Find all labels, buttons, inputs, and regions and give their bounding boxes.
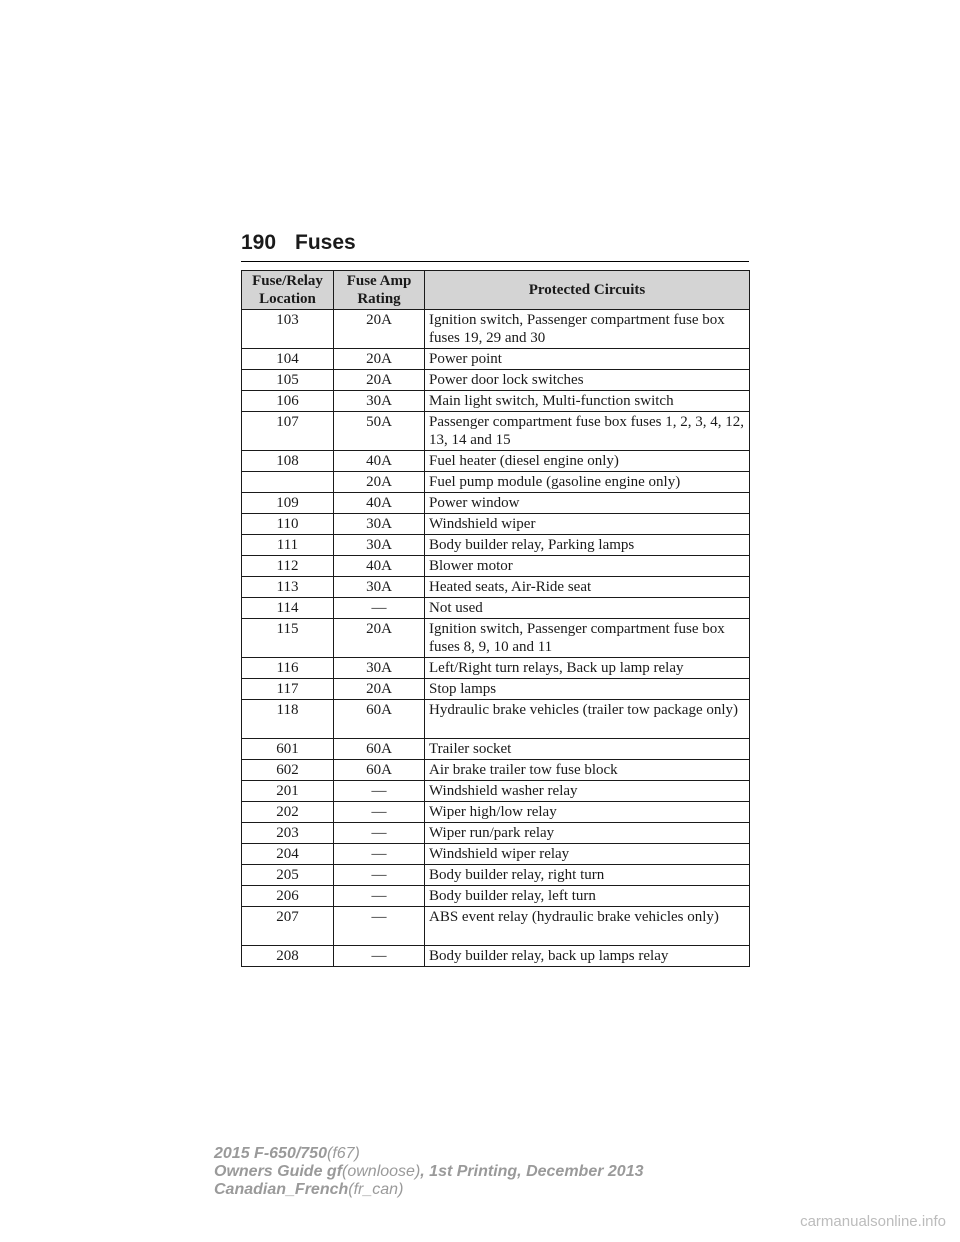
header-location-line2: Location xyxy=(259,291,316,307)
row-amp-rating: 20A xyxy=(334,310,425,349)
row-amp-rating: — xyxy=(334,886,425,907)
row-location: 115 xyxy=(242,619,334,658)
row-amp-rating: 20A xyxy=(334,472,425,493)
row-amp-rating: 30A xyxy=(334,391,425,412)
header-circuits: Protected Circuits xyxy=(425,271,750,310)
header-rating-line1: Fuse Amp xyxy=(346,273,412,289)
row-protected-circuit: Passenger compartment fuse box fuses 1, 2, 3, 4, 12, 13, 14 and 15 xyxy=(425,412,750,451)
table-row xyxy=(242,619,750,658)
table-row xyxy=(242,556,750,577)
row-amp-rating: 30A xyxy=(334,514,425,535)
row-location: 105 xyxy=(242,370,334,391)
footer-line2 xyxy=(214,1163,643,1181)
footer-line1 xyxy=(214,1145,643,1163)
row-amp-rating: — xyxy=(334,946,425,967)
footer-binding: (ownloose) xyxy=(342,1163,421,1180)
table-row xyxy=(242,349,750,370)
footer-market: Canadian_French xyxy=(214,1181,349,1198)
row-amp-rating: 40A xyxy=(334,493,425,514)
row-location: 201 xyxy=(242,781,334,802)
row-location: 601 xyxy=(242,739,334,760)
table-row xyxy=(242,865,750,886)
row-amp-rating: 20A xyxy=(334,370,425,391)
table-row xyxy=(242,493,750,514)
table-row xyxy=(242,700,750,739)
row-amp-rating: 20A xyxy=(334,679,425,700)
row-protected-circuit: Ignition switch, Passenger compartment fuse box fuses 8, 9, 10 and 11 xyxy=(425,619,750,658)
row-protected-circuit: ABS event relay (hydraulic brake vehicles only) xyxy=(425,907,750,946)
row-protected-circuit: Power point xyxy=(425,349,750,370)
row-location: 110 xyxy=(242,514,334,535)
row-location: 104 xyxy=(242,349,334,370)
table-body xyxy=(242,310,750,967)
row-location: 204 xyxy=(242,844,334,865)
table-row xyxy=(242,844,750,865)
row-protected-circuit: Body builder relay, right turn xyxy=(425,865,750,886)
row-location: 114 xyxy=(242,598,334,619)
row-amp-rating: 30A xyxy=(334,535,425,556)
row-location: 106 xyxy=(242,391,334,412)
table-row xyxy=(242,472,750,493)
table-row xyxy=(242,535,750,556)
table-row xyxy=(242,760,750,781)
table-row xyxy=(242,391,750,412)
watermark: carmanualsonline.info xyxy=(800,1213,946,1230)
row-protected-circuit: Fuel pump module (gasoline engine only) xyxy=(425,472,750,493)
row-amp-rating: 20A xyxy=(334,619,425,658)
row-location: 116 xyxy=(242,658,334,679)
row-amp-rating: 60A xyxy=(334,739,425,760)
row-amp-rating: — xyxy=(334,844,425,865)
row-location: 112 xyxy=(242,556,334,577)
row-location: 207 xyxy=(242,907,334,946)
row-location: 202 xyxy=(242,802,334,823)
table-row xyxy=(242,658,750,679)
row-protected-circuit: Ignition switch, Passenger compartment fuse box fuses 19, 29 and 30 xyxy=(425,310,750,349)
row-protected-circuit: Wiper high/low relay xyxy=(425,802,750,823)
row-protected-circuit: Windshield wiper relay xyxy=(425,844,750,865)
row-location: 118 xyxy=(242,700,334,739)
row-amp-rating: 20A xyxy=(334,349,425,370)
table-row xyxy=(242,577,750,598)
table-row xyxy=(242,451,750,472)
table-row xyxy=(242,907,750,946)
row-protected-circuit: Stop lamps xyxy=(425,679,750,700)
table-row xyxy=(242,370,750,391)
header-location-line1: Fuse/Relay xyxy=(252,273,323,289)
row-location xyxy=(242,472,334,493)
row-amp-rating: 60A xyxy=(334,700,425,739)
footer-locale: (fr_can) xyxy=(348,1181,404,1198)
row-protected-circuit: Trailer socket xyxy=(425,739,750,760)
row-location: 117 xyxy=(242,679,334,700)
header-rating-line2: Rating xyxy=(357,291,401,307)
row-location: 206 xyxy=(242,886,334,907)
footer-guide: Owners Guide gf xyxy=(214,1163,343,1180)
row-protected-circuit: Body builder relay, left turn xyxy=(425,886,750,907)
row-location: 103 xyxy=(242,310,334,349)
page-number: 190 xyxy=(241,231,277,254)
row-amp-rating: — xyxy=(334,598,425,619)
row-location: 203 xyxy=(242,823,334,844)
row-location: 108 xyxy=(242,451,334,472)
page-header xyxy=(241,231,749,257)
table-row xyxy=(242,946,750,967)
row-amp-rating: 60A xyxy=(334,760,425,781)
row-amp-rating: — xyxy=(334,907,425,946)
row-protected-circuit: Power door lock switches xyxy=(425,370,750,391)
footer-model: 2015 F-650/750 xyxy=(214,1145,327,1162)
row-amp-rating: 40A xyxy=(334,556,425,577)
header-location xyxy=(242,271,334,310)
table-row xyxy=(242,802,750,823)
footer-printing: , 1st Printing, December 2013 xyxy=(420,1163,644,1180)
header-rule xyxy=(241,261,749,262)
table-row xyxy=(242,310,750,349)
row-protected-circuit: Not used xyxy=(425,598,750,619)
row-protected-circuit: Left/Right turn relays, Back up lamp relay xyxy=(425,658,750,679)
row-protected-circuit: Wiper run/park relay xyxy=(425,823,750,844)
table-row xyxy=(242,679,750,700)
row-amp-rating: 40A xyxy=(334,451,425,472)
row-protected-circuit: Air brake trailer tow fuse block xyxy=(425,760,750,781)
row-amp-rating: — xyxy=(334,781,425,802)
row-location: 111 xyxy=(242,535,334,556)
row-amp-rating: — xyxy=(334,865,425,886)
row-protected-circuit: Heated seats, Air-Ride seat xyxy=(425,577,750,598)
row-location: 107 xyxy=(242,412,334,451)
table-row xyxy=(242,823,750,844)
row-protected-circuit: Body builder relay, back up lamps relay xyxy=(425,946,750,967)
row-location: 208 xyxy=(242,946,334,967)
table-row xyxy=(242,781,750,802)
table-header-row xyxy=(242,271,750,310)
row-amp-rating: 50A xyxy=(334,412,425,451)
footer-line3 xyxy=(214,1181,643,1199)
row-location: 205 xyxy=(242,865,334,886)
row-protected-circuit: Main light switch, Multi-function switch xyxy=(425,391,750,412)
row-protected-circuit: Power window xyxy=(425,493,750,514)
table-row xyxy=(242,514,750,535)
row-amp-rating: 30A xyxy=(334,658,425,679)
row-protected-circuit: Body builder relay, Parking lamps xyxy=(425,535,750,556)
row-protected-circuit: Fuel heater (diesel engine only) xyxy=(425,451,750,472)
section-title: Fuses xyxy=(295,231,356,254)
header-rating xyxy=(334,271,425,310)
table-row xyxy=(242,412,750,451)
row-protected-circuit: Windshield wiper xyxy=(425,514,750,535)
table-row xyxy=(242,886,750,907)
fuse-table xyxy=(241,270,750,967)
table-row xyxy=(242,598,750,619)
row-location: 602 xyxy=(242,760,334,781)
table-row xyxy=(242,739,750,760)
footer-code: (f67) xyxy=(326,1145,360,1162)
row-protected-circuit: Hydraulic brake vehicles (trailer tow package only) xyxy=(425,700,750,739)
row-location: 109 xyxy=(242,493,334,514)
row-protected-circuit: Blower motor xyxy=(425,556,750,577)
row-amp-rating: — xyxy=(334,823,425,844)
row-location: 113 xyxy=(242,577,334,598)
row-amp-rating: — xyxy=(334,802,425,823)
print-footer xyxy=(214,1145,643,1199)
row-protected-circuit: Windshield washer relay xyxy=(425,781,750,802)
row-amp-rating: 30A xyxy=(334,577,425,598)
